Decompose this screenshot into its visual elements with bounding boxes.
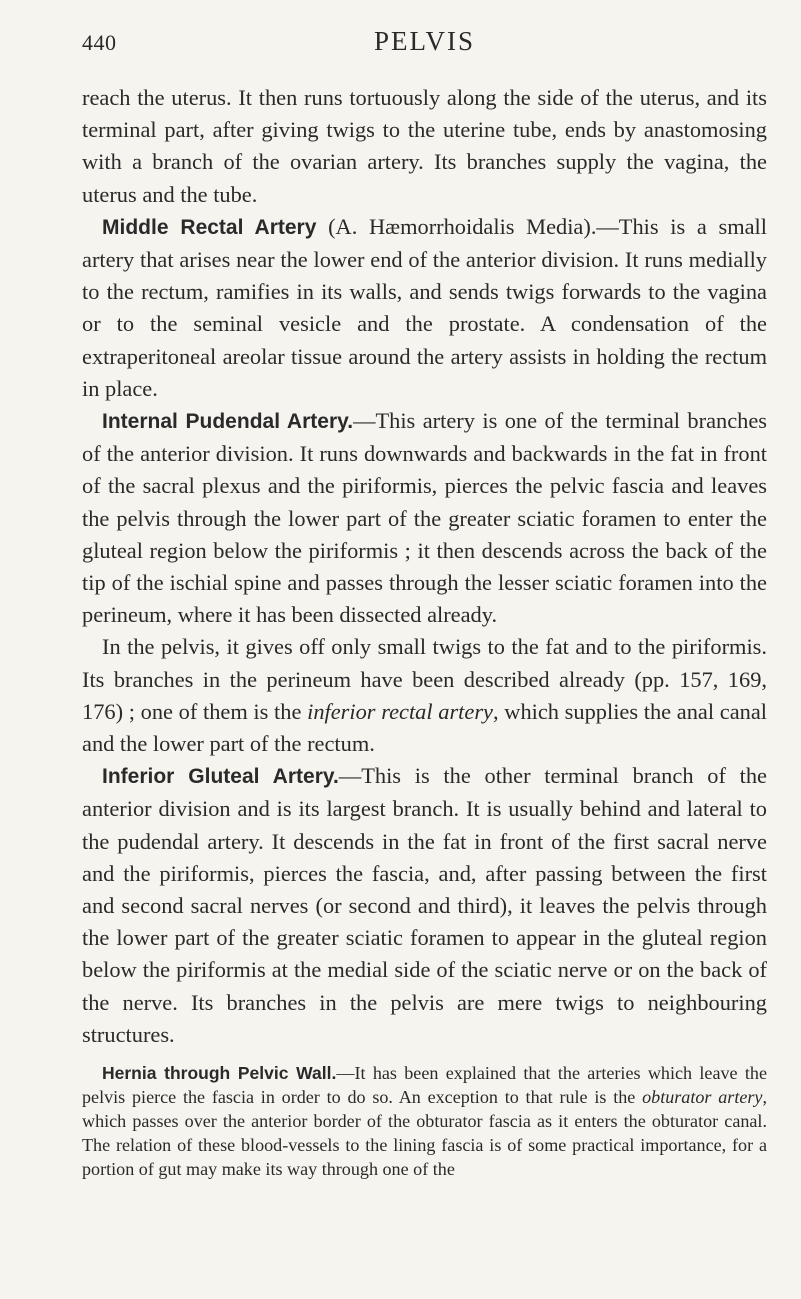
section-heading-middle-rectal-artery: Middle Rectal Artery <box>102 215 317 239</box>
small-print-note <box>82 1061 767 1181</box>
paragraph-middle-rectal-artery <box>82 211 767 405</box>
italic-term-obturator-artery: obturator artery <box>642 1087 763 1108</box>
paragraph-text: In the pelvis, it gives off only small twigs to the fat and to the piriformis. Its branches in the perineum have been described already (pp. 157, 169, 176) ; one of them is the <box>82 634 767 724</box>
paragraph-inferior-gluteal-artery <box>82 760 767 1051</box>
paragraph-text: —This artery is one of the terminal branches of the anterior division. It runs downwards and backwards in the fat in front of the sacral plexus and the piriformis, pierces the pelvic fascia and leaves the pelvis through the lower part of the greater sciatic foramen to enter the gluteal region below the piriformis ; it then descends across the back of the tip of the ischial spine and passes through the lesser sciatic foramen into the perineum, where it has been dissected already. <box>82 408 768 628</box>
section-heading-inferior-gluteal-artery: Inferior Gluteal Artery. <box>102 765 339 789</box>
paragraph-internal-pudendal-artery <box>82 405 767 631</box>
paragraph-uterine-artery-end <box>82 82 767 211</box>
paragraph-pudendal-branches <box>82 631 767 760</box>
paragraph-hernia-through-pelvic-wall <box>82 1061 767 1181</box>
paragraph-text: reach the uterus. It then runs tortuously along the side of the uterus, and its terminal part, after giving twigs to the uterine tube, ends by anastomosing with a branch of the ovarian artery. Its branches supply the vagina, the uterus and the tube. <box>82 85 767 207</box>
running-head <box>82 22 767 78</box>
section-heading-internal-pudendal-artery: Internal Pudendal Artery. <box>102 410 354 434</box>
paragraph-text: —This is the other terminal branch of the anterior division and is its largest branch. It is usually behind and lateral to the pudendal artery. It descends in the fat in front of the first sacral nerve and the piriformis, pierces the fascia, and, after passing between the first and second sacral nerves (or second and third), it leaves the pelvis through the lower part of the greater sciatic foramen to appear in the gluteal region below the piriformis at the medial side of the sciatic nerve or on the back of the nerve. Its branches in the pelvis are mere twigs to neighbouring structures. <box>82 763 767 1047</box>
paragraph-text: , which passes over the anterior border of the obturator fascia as it enters the obturator canal. The relation of these blood-vessels to the lining fascia is of some practical importance, for a portion of gut may make its way through one of the <box>82 1087 767 1180</box>
body-text <box>82 82 767 1051</box>
running-title: PELVIS <box>373 26 476 56</box>
paragraph-text: , which supplies the anal canal and the lower part of the rectum. <box>82 698 767 757</box>
italic-term-inferior-rectal-artery: inferior rectal artery <box>307 698 493 724</box>
page-number: 440 <box>82 30 117 55</box>
paragraph-text: —It has been explained that the arteries which leave the pelvis pierce the fascia in order to do so. An exception to that rule is the <box>82 1063 768 1108</box>
section-heading-hernia-through-pelvic-wall: Hernia through Pelvic Wall. <box>102 1063 337 1084</box>
paragraph-text: (A. Hæmorrhoidalis Media).—This is a small artery that arises near the lower end of the anterior division. It runs medially to the rectum, ramifies in its walls, and sends twigs forwards to the vagina or to the seminal vesicle and the prostate. A condensation of the extraperitoneal areolar tissue around the artery assists in holding the rectum in place. <box>82 213 767 401</box>
